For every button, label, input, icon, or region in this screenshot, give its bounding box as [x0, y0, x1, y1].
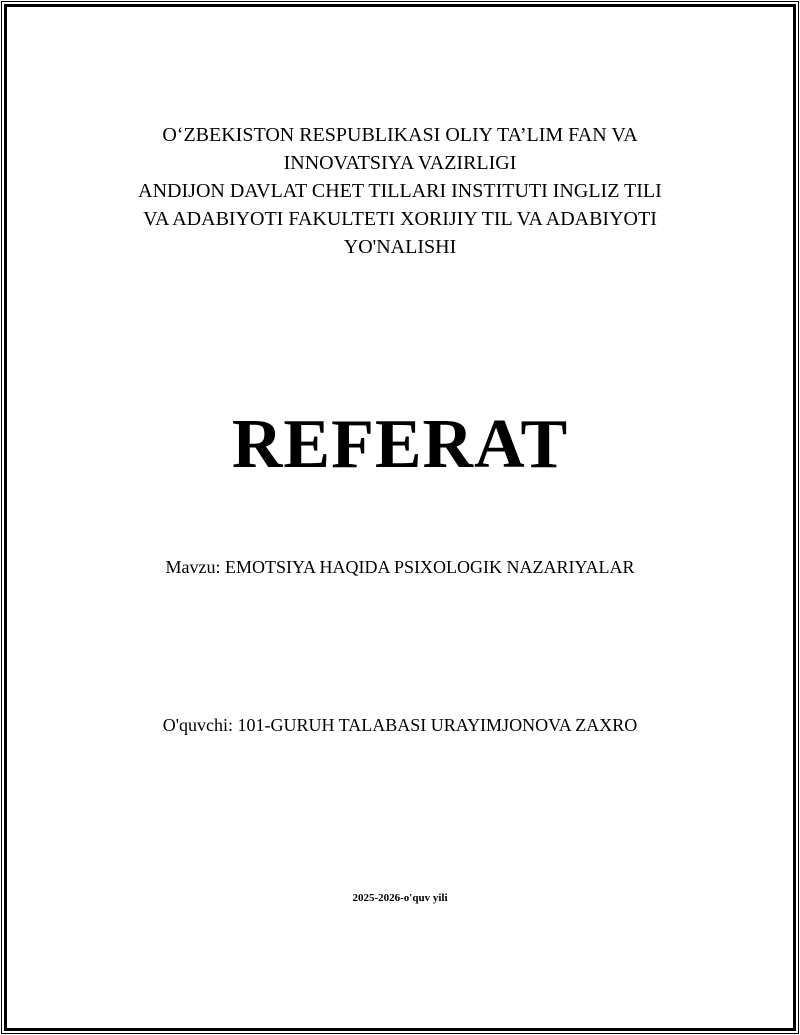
header-line: INNOVATSIYA VAZIRLIGI: [283, 152, 517, 174]
document-title: REFERAT: [231, 406, 569, 483]
header-line: O‘ZBEKISTON RESPUBLIKASI OLIY TA’LIM FAN VA: [162, 124, 638, 146]
topic-line: Mavzu: EMOTSIYA HAQIDA PSIXOLOGIK NAZARIYALAR: [165, 557, 635, 577]
header-line: VA ADABIYOTI FAKULTETI XORIJIY TIL VA ADABIYOTI: [143, 208, 657, 230]
header-line: ANDIJON DAVLAT CHET TILLARI INSTITUTI INGLIZ TILI: [138, 180, 662, 202]
institution-header: [0, 121, 800, 261]
academic-year: 2025-2026-o'quv yili: [352, 892, 448, 904]
student-line: O'quvchi: 101-GURUH TALABASI URAYIMJONOVA ZAXRO: [162, 715, 638, 735]
header-line: YO'NALISHI: [343, 236, 457, 258]
